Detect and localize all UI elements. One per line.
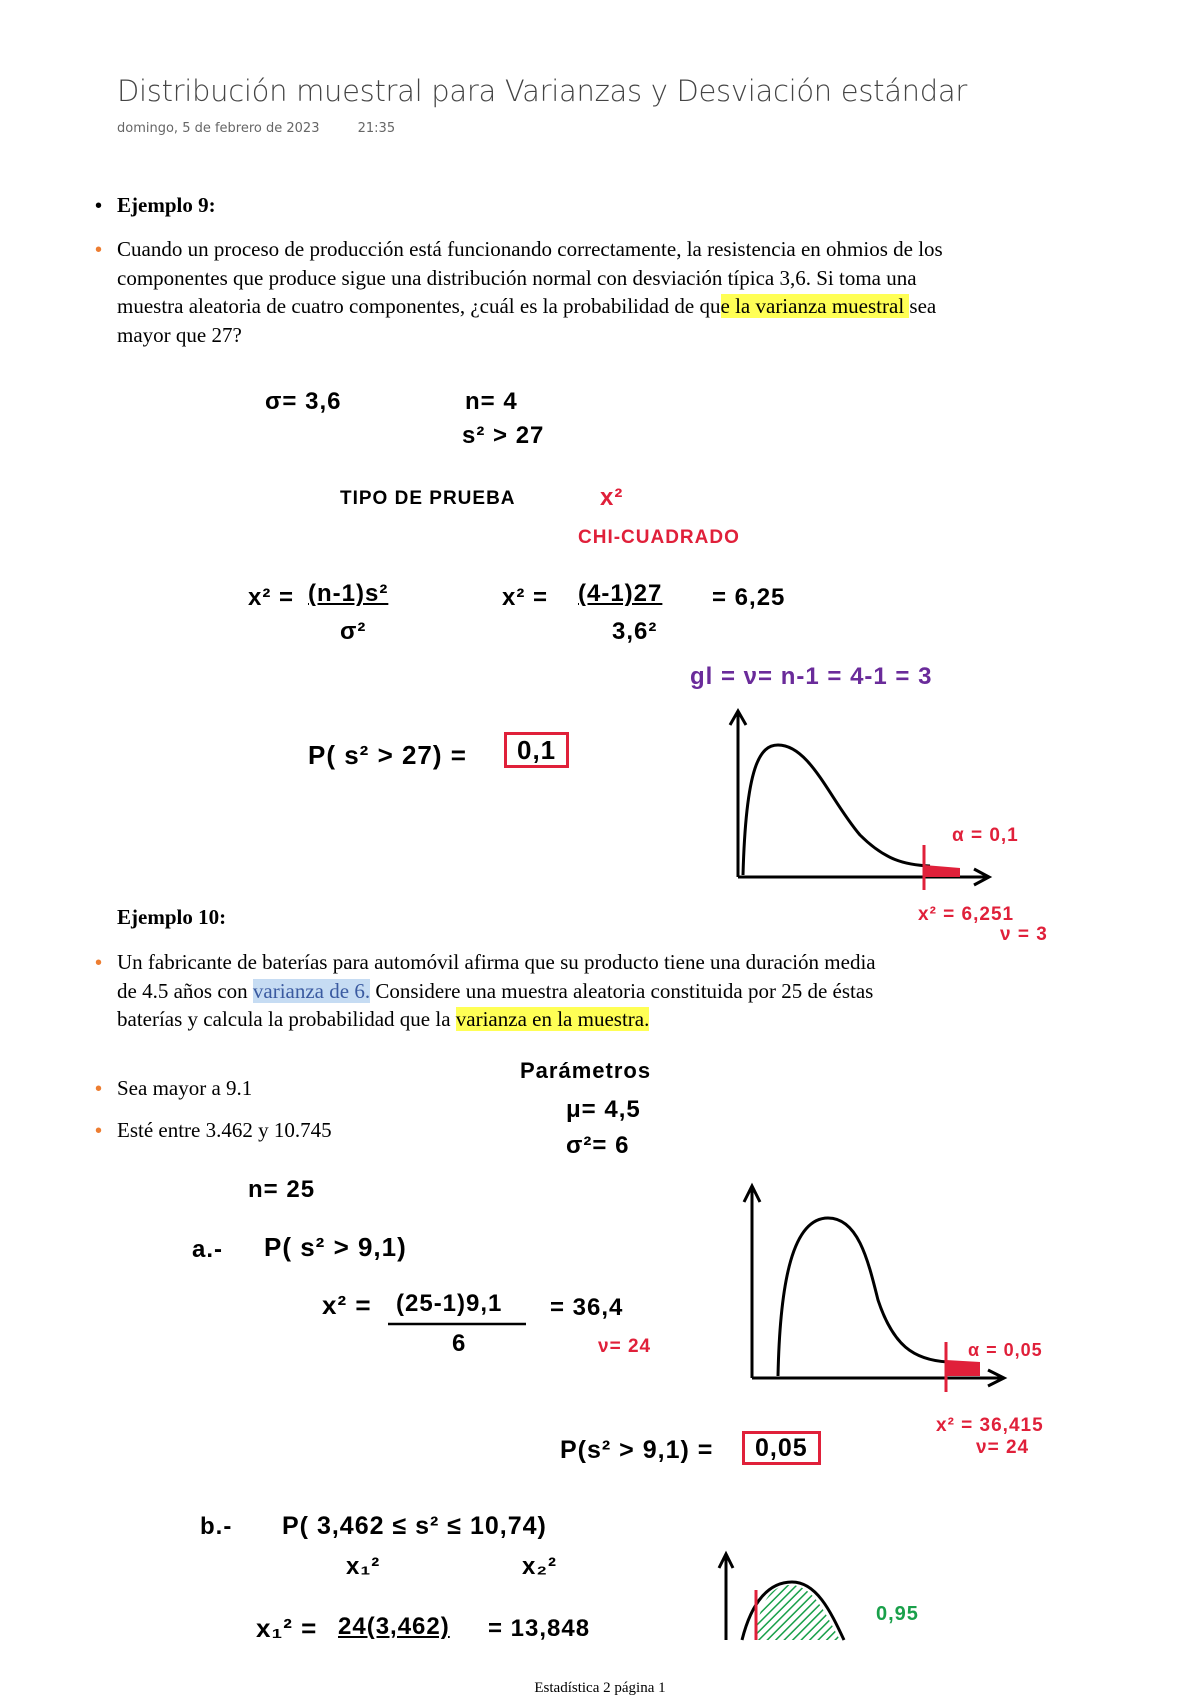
ex9-calc-num: (4-1)27 xyxy=(578,580,663,607)
ex10-area-b: 0,95 xyxy=(876,1603,919,1625)
ex9-calc-result: = 6,25 xyxy=(712,584,786,611)
ex10-calc-num: (25-1)9,1 xyxy=(396,1290,503,1317)
ex10-chi-crit: x² = 36,415 xyxy=(936,1415,1044,1436)
ex10-prob-box xyxy=(742,1434,821,1463)
ex9-sigma: σ= 3,6 xyxy=(265,388,342,415)
ex9-formula-num: (n-1)s² xyxy=(308,580,389,607)
ex10b-chi-graph xyxy=(712,1550,862,1640)
ex10-statement xyxy=(117,948,887,1034)
ex10-text2: Considere una muestra aleatoria constituida por 25 de éstas baterías y calcula la probabilidad que la xyxy=(117,978,874,1031)
bullet-icon: • xyxy=(95,1120,103,1142)
ex9-prob-value: 0,1 xyxy=(504,732,569,768)
ex9-chi-graph xyxy=(700,705,1000,880)
ex10-x2-label: x₂² xyxy=(522,1553,558,1580)
ex9-prob-lhs: P( s² > 27) = xyxy=(308,740,467,770)
ex10-bullet-a: Sea mayor a 9.1 xyxy=(117,1076,253,1100)
ex10-mu: μ= 4,5 xyxy=(566,1096,641,1123)
ex10-prob-value: 0,05 xyxy=(742,1431,821,1465)
ex10-x1-calc: 24(3,462) xyxy=(338,1613,450,1640)
ex9-tipo-label: TIPO DE PRUEBA xyxy=(340,488,516,509)
ex10-alpha: α = 0,05 xyxy=(968,1340,1043,1360)
bullet-icon: • xyxy=(95,239,103,261)
ex9-heading: Ejemplo 9: xyxy=(117,193,216,217)
ex10-part-b: b.- xyxy=(200,1513,233,1540)
ex10-bullet-b: Esté entre 3.462 y 10.745 xyxy=(117,1118,332,1142)
ex10-n: n= 25 xyxy=(248,1176,316,1203)
ex10-highlight-blue: varianza de 6. xyxy=(252,978,371,1003)
ex10-heading: Ejemplo 10: xyxy=(117,905,227,929)
ex9-s2: s² > 27 xyxy=(462,422,545,449)
ex9-statement xyxy=(117,235,977,349)
page-title: Distribución muestral para Varianzas y Desviación estándar xyxy=(117,74,967,108)
ex9-text-before: Cuando un proceso de producción está funcionando correctamente, la resistencia en ohmios de los componentes que produce sigue una distribución normal con desviación típica 3,6. Si toma una muestra aleatoria de cuatro componentes, ¿cuál es la probabilidad de qu xyxy=(117,237,943,318)
ex9-highlight: e la varianza muestral xyxy=(720,294,910,318)
ex9-nu: ν = 3 xyxy=(1000,924,1048,945)
ex10-pa-expr: P( s² > 9,1) xyxy=(264,1232,407,1262)
ex9-n: n= 4 xyxy=(465,388,518,415)
bullet-icon: • xyxy=(95,1078,103,1100)
ex10-calc-den: 6 xyxy=(452,1330,467,1357)
ex10-prob-lhs: P(s² > 9,1) = xyxy=(560,1436,714,1464)
ex9-prob-box xyxy=(504,735,569,766)
ex9-formula-den: σ² xyxy=(340,618,367,645)
ex10-params-label: Parámetros xyxy=(520,1058,652,1083)
fraction-line xyxy=(388,1322,528,1326)
ex10-sigma2: σ²= 6 xyxy=(566,1132,630,1159)
ex9-text-after: sea mayor que 27? xyxy=(117,294,937,347)
ex9-calc-den: 3,6² xyxy=(612,618,658,645)
ex10-part-a: a.- xyxy=(192,1236,224,1263)
ex10-calc-result: = 36,4 xyxy=(550,1294,624,1321)
ex9-gl: gl = ν= n-1 = 4-1 = 3 xyxy=(690,663,933,690)
ex10-x1-calc-lhs: x₁² = xyxy=(256,1613,318,1643)
ex9-calc-lhs: x² = xyxy=(502,584,549,611)
ex10-highlight-yellow: varianza en la muestra. xyxy=(455,1007,650,1031)
bullet-icon: • xyxy=(95,952,103,974)
ex9-tipo-symbol: x² xyxy=(600,484,624,511)
ex10-nu-crit: ν= 24 xyxy=(976,1437,1030,1458)
ex10-text1: Un fabricante de baterías para automóvil afirma que su producto tiene una duración media de 4.5 años con xyxy=(117,950,876,1003)
ex9-chi-crit: x² = 6,251 xyxy=(918,904,1015,925)
ex10-x1-label: x₁² xyxy=(346,1553,381,1580)
ex9-formula-lhs: x² = xyxy=(248,584,295,611)
ex10-pb-expr: P( 3,462 ≤ s² ≤ 10,74) xyxy=(282,1512,547,1540)
ex10-chi-graph xyxy=(718,1180,1008,1390)
ex10-calc-lhs: x² = xyxy=(322,1290,372,1320)
ex10-nu-calc: ν= 24 xyxy=(598,1336,652,1357)
ex10-x1-result: = 13,848 xyxy=(488,1615,591,1642)
ex9-tipo-name: CHI-CUADRADO xyxy=(578,527,740,548)
page-date: domingo, 5 de febrero de 2023 xyxy=(117,121,320,136)
page-footer: Estadística 2 página 1 xyxy=(534,1680,666,1696)
page-meta xyxy=(117,121,395,136)
ex9-alpha: α = 0,1 xyxy=(952,825,1019,846)
bullet-icon: • xyxy=(95,195,103,217)
page-time: 21:35 xyxy=(357,121,396,136)
